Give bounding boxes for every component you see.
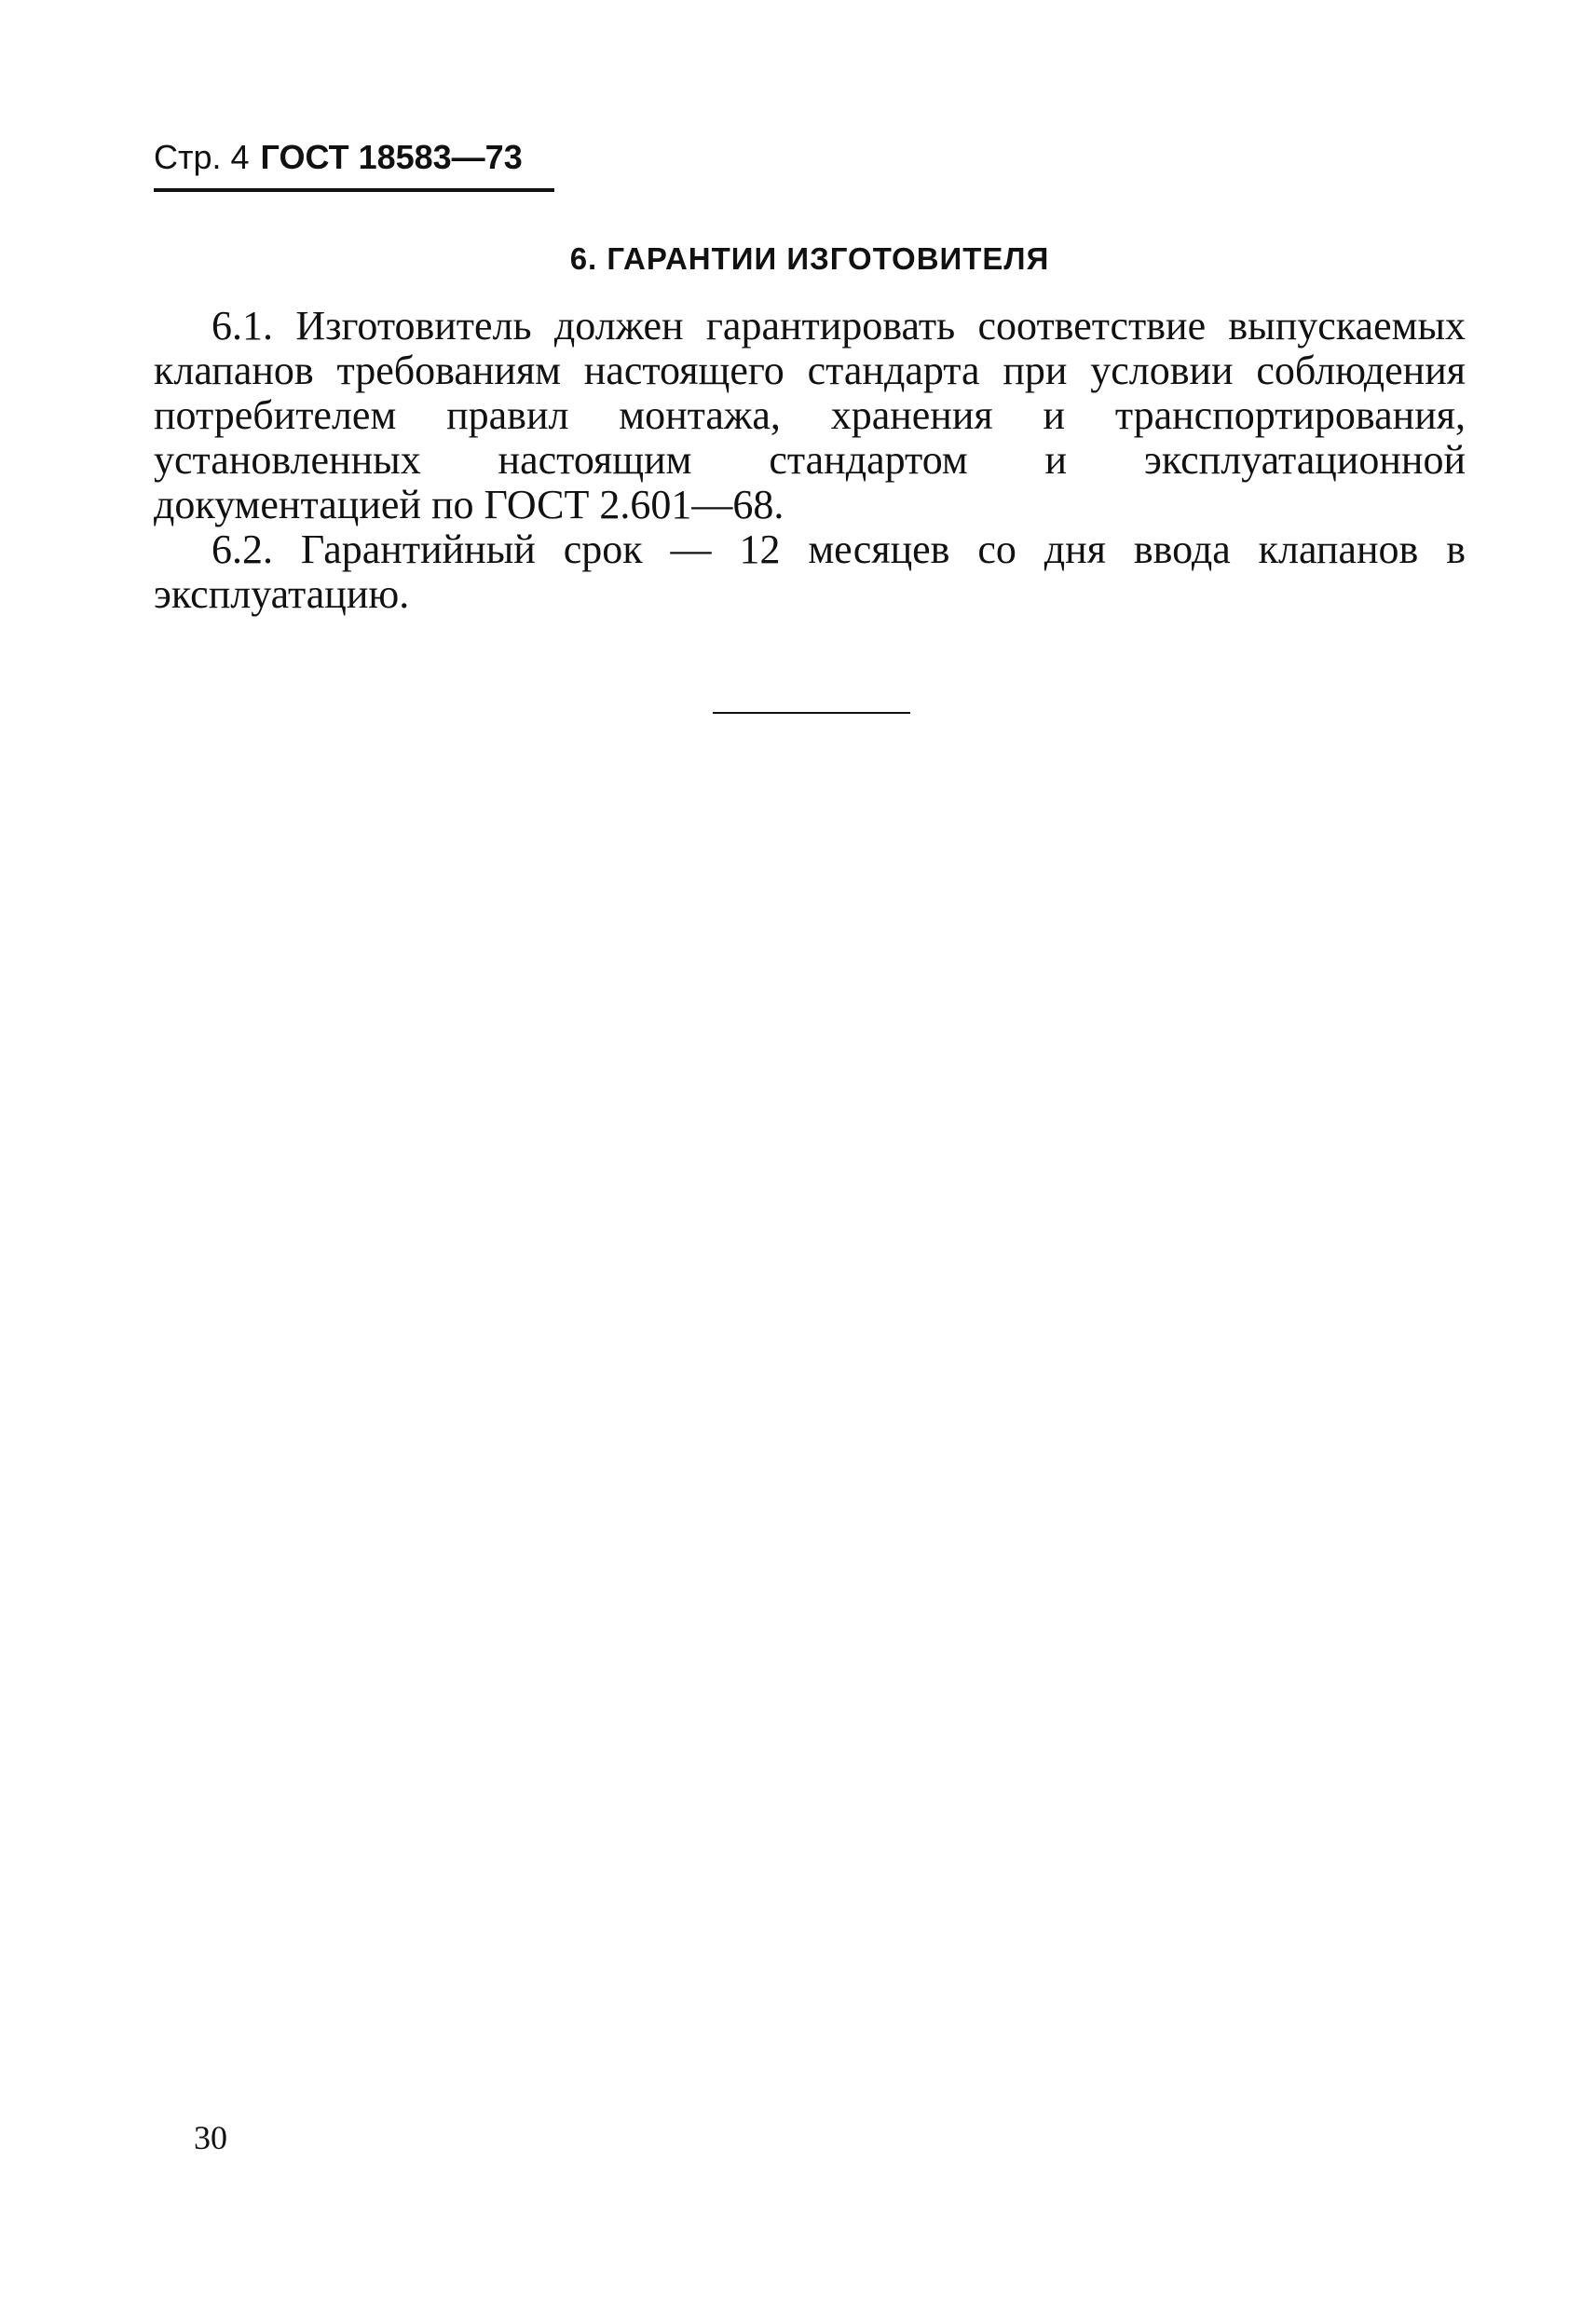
document-id: ГОСТ 18583—73 <box>260 138 523 176</box>
paragraph-6-1: 6.1. Изготовитель должен гарантировать соответствие выпускаемых клапанов требованиям настоящего стандарта при условии соблюдения потребителем правил монтажа, хранения и транспортирования, установленных настоящим стандартом и эксплуатационной документацией по ГОСТ 2.601—68. <box>154 303 1466 527</box>
page-label: Стр. 4 <box>154 138 250 176</box>
body-text <box>154 304 1466 617</box>
paragraph-6-2: 6.2. Гарантийный срок — 12 месяцев со дня ввода клапанов в эксплуатацию. <box>154 526 1466 617</box>
page-number: 30 <box>194 2119 227 2156</box>
section-title: 6. ГАРАНТИИ ИЗГОТОВИТЕЛЯ <box>569 241 1050 276</box>
end-divider <box>713 712 910 714</box>
page-header <box>154 136 554 192</box>
